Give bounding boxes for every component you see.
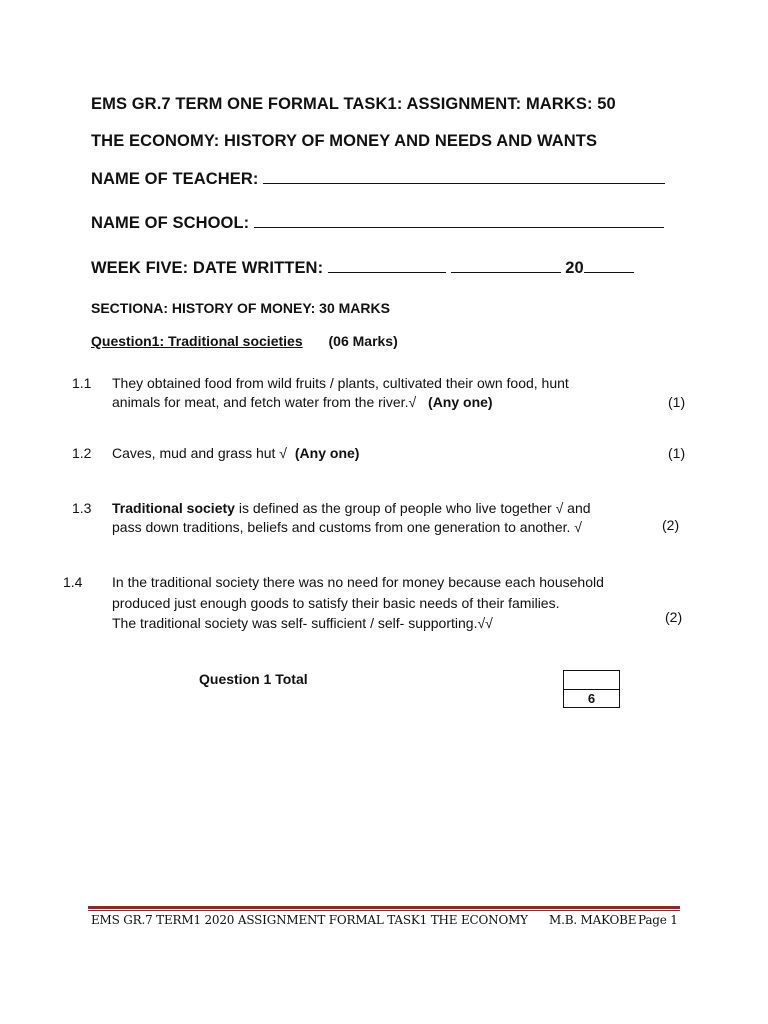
answer-number: 1.2 <box>72 445 92 461</box>
question-marks: (06 Marks) <box>328 333 398 349</box>
school-name-blank[interactable] <box>254 213 664 228</box>
footer-author: M.B. MAKOBE <box>549 913 637 927</box>
school-label: NAME OF SCHOOL: <box>91 214 250 232</box>
answer-note: (Any one) <box>294 445 360 461</box>
date-written-row <box>91 258 634 278</box>
answer-number: 1.1 <box>72 375 92 391</box>
footer-left-text: EMS GR.7 TERM1 2020 ASSIGNMENT FORMAL TASK1 THE ECONOMY <box>91 913 528 927</box>
footer-rule-thin <box>88 910 680 911</box>
date-blank-month[interactable] <box>451 258 561 273</box>
footer-rule <box>88 906 680 909</box>
assignment-title: EMS GR.7 TERM ONE FORMAL TASK1: ASSIGNMENT: MARKS: 50 <box>91 95 616 113</box>
school-name-row <box>91 213 664 233</box>
total-marks-box: 6 <box>563 689 620 708</box>
section-heading: SECTIONA: HISTORY OF MONEY: 30 MARKS <box>91 300 390 316</box>
answer-mark: (2) <box>665 609 683 625</box>
answer-number: 1.4 <box>63 574 83 590</box>
date-blank-day[interactable] <box>328 258 446 273</box>
defined-term: Traditional society <box>112 500 235 516</box>
answer-line: In the traditional society there was no need for money because each household <box>112 574 604 590</box>
teacher-name-blank[interactable] <box>263 169 665 184</box>
assignment-subtitle: THE ECONOMY: HISTORY OF MONEY AND NEEDS AND WANTS <box>91 132 598 150</box>
date-blank-year[interactable] <box>584 258 634 273</box>
answer-line: Caves, mud and grass hut √ (Any one) <box>112 445 360 461</box>
total-score-box[interactable] <box>563 670 620 690</box>
teacher-name-row <box>91 169 665 189</box>
answer-line: animals for meat, and fetch water from the river.√ (Any one) <box>112 394 493 410</box>
question-heading <box>91 333 398 349</box>
question-total-label: Question 1 Total <box>199 671 308 687</box>
answer-mark: (1) <box>668 394 686 410</box>
answer-line: The traditional society was self- sufficient / self- supporting.√√ <box>112 615 493 631</box>
teacher-label: NAME OF TEACHER: <box>91 170 259 188</box>
answer-line: Traditional society is defined as the group of people who live together √ and <box>112 500 591 516</box>
week-label: WEEK FIVE: DATE WRITTEN: <box>91 259 324 277</box>
answer-line: They obtained food from wild fruits / plants, cultivated their own food, hunt <box>112 375 569 391</box>
answer-line: produced just enough goods to satisfy their basic needs of their families. <box>112 595 560 611</box>
answer-line: pass down traditions, beliefs and customs from one generation to another. √ <box>112 519 582 535</box>
answer-number: 1.3 <box>72 500 92 516</box>
answer-mark: (2) <box>662 517 680 533</box>
year-prefix: 20 <box>565 259 584 277</box>
footer-page-number: Page 1 <box>638 913 678 927</box>
answer-mark: (1) <box>668 445 686 461</box>
answer-note: (Any one) <box>428 394 493 410</box>
question-title: Question1: Traditional societies <box>91 333 303 349</box>
